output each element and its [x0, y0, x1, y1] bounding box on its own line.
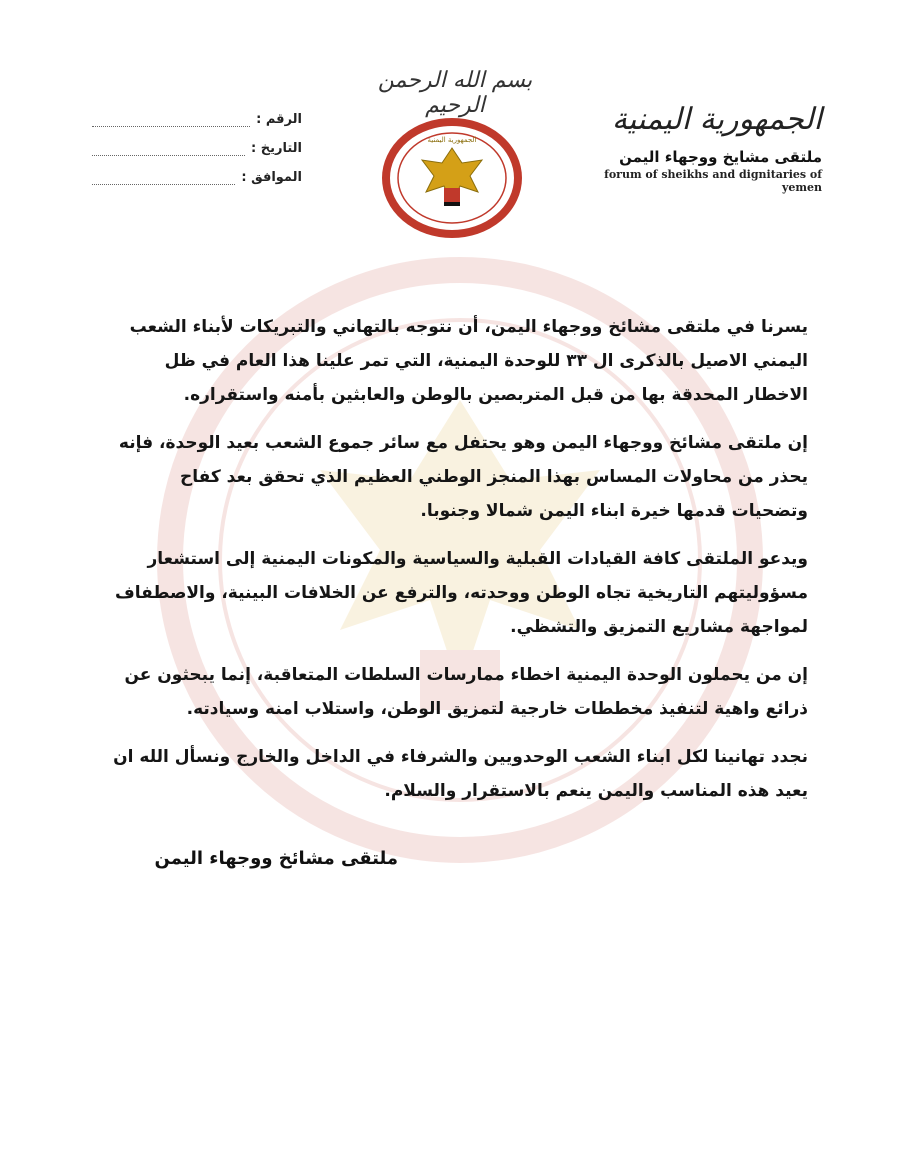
- signature-line: ملتقى مشائخ ووجهاء اليمن: [154, 848, 398, 869]
- date-label: التاريخ :: [251, 141, 302, 156]
- number-dotted-line: [92, 114, 250, 127]
- paragraph-2: إن ملتقى مشائخ ووجهاء اليمن وهو يحتفل مع سائر جموع الشعب بعيد الوحدة، فإنه يحذر من محاولات المساس بهذا المنجز الوطني العظيم الذي تحقق بعد كفاح وتضحيات قدمها خيرة ابناء اليمن شمالا وجنوبا.: [118, 433, 808, 521]
- letter-body: [108, 310, 808, 822]
- forum-name-arabic: ملتقى مشايخ ووجهاء اليمن: [619, 148, 822, 166]
- basmala: بسم الله الرحمن الرحيم: [377, 68, 533, 118]
- number-field: [92, 98, 302, 127]
- corresponding-date-field: [92, 156, 302, 185]
- republic-title: الجمهورية اليمنية: [611, 102, 822, 137]
- corresponding-dotted-line: [92, 172, 235, 185]
- date-field: [92, 127, 302, 156]
- paragraph-5: نجدد تهانينا لكل ابناء الشعب الوحدويين والشرفاء في الداخل والخارج ونسأل الله ان يعيد هذه المناسب واليمن ينعم بالاستقرار والسلام.: [113, 747, 808, 801]
- paragraph-3: ويدعو الملتقى كافة القيادات القبلية والسياسية والمكونات اليمنية إلى استشعار مسؤوليتهم التاريخية تجاه الوطن ووحدته، والترفع عن الخلافات البينية، والاصطفاف لمواجهة مشاريع التمزيق والتشظي.: [115, 549, 808, 637]
- seal-caption: الجمهورية اليمنية: [427, 136, 477, 144]
- forum-seal-logo: [382, 118, 522, 238]
- forum-name-english: forum of sheikhs and dignitaries of yemen: [604, 168, 822, 194]
- paragraph-1: يسرنا في ملتقى مشائخ ووجهاء اليمن، أن نتوجه بالتهاني والتبريكات لأبناء الشعب اليمني الاصيل بالذكرى ال ٣٣ للوحدة اليمنية، التي تمر علينا هذا العام في ظل الاخطار المحدقة بها من قبل المتربصين بالوطن والعابثين بأمنه واستقراره.: [129, 317, 808, 405]
- paragraph-4: إن من يحملون الوحدة اليمنية اخطاء ممارسات السلطات المتعاقبة، إنما يبحثون عن ذرائع واهية لتنفيذ مخططات خارجية لتمزيق الوطن، واستلاب امنه وسيادته.: [124, 665, 808, 719]
- date-dotted-line: [92, 143, 245, 156]
- corresponding-label: الموافق :: [241, 170, 302, 185]
- reference-fields: [92, 98, 302, 185]
- number-label: الرقم :: [256, 112, 302, 127]
- letterhead-right: [582, 100, 822, 194]
